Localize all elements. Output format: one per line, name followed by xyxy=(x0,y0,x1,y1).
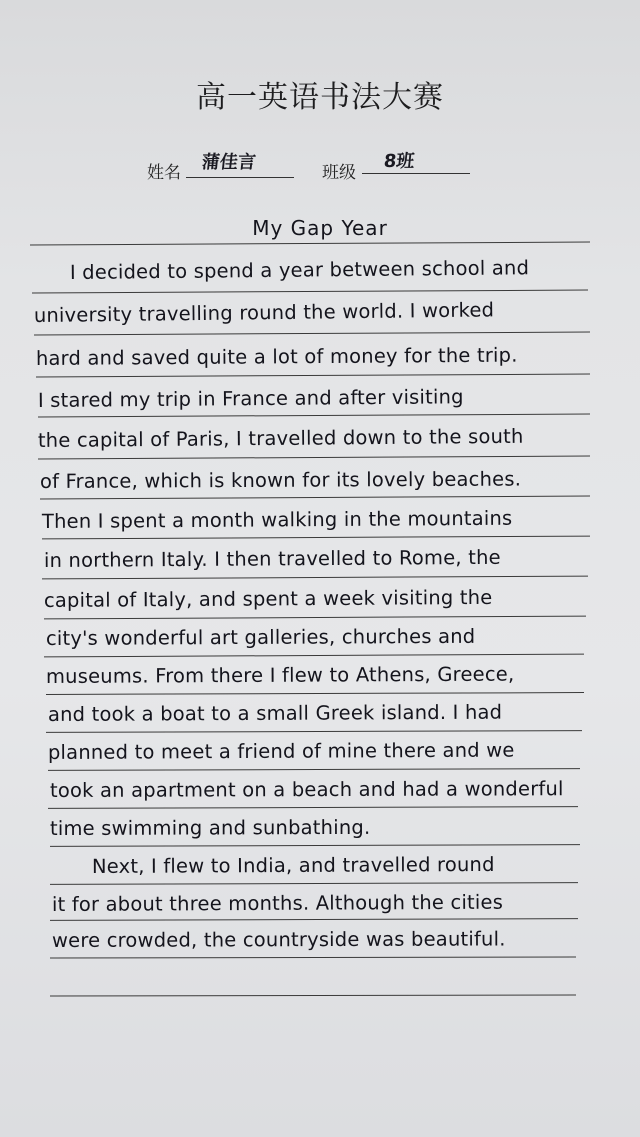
essay-line: time swimming and sunbathing. xyxy=(49,815,371,840)
ruled-line xyxy=(46,730,582,733)
name-underline xyxy=(186,177,294,178)
essay-line: capital of Italy, and spent a week visiting the xyxy=(43,585,493,612)
ruled-line xyxy=(50,844,580,847)
essay-line: city's wonderful art galleries, churches and xyxy=(45,624,476,650)
essay-title: My Gap Year xyxy=(252,216,388,240)
ruled-line xyxy=(44,654,584,658)
class-underline xyxy=(362,173,470,174)
page-title: 高一英语书法大赛 xyxy=(196,80,444,115)
class-label: 班级 xyxy=(322,163,356,183)
ruled-line xyxy=(50,957,576,959)
essay-line: and took a boat to a small Greek island. I had xyxy=(47,700,503,726)
essay-line: I stared my trip in France and after visiting xyxy=(37,385,464,412)
essay-line: were crowded, the countryside was beautiful. xyxy=(51,927,506,952)
ruled-line xyxy=(50,882,578,885)
essay-line: took an apartment on a beach and had a wonderful xyxy=(49,777,564,802)
ruled-line xyxy=(48,768,580,771)
ruled-line xyxy=(30,242,590,246)
essay-line: the capital of Paris, I travelled down to the south xyxy=(37,424,524,452)
essay-line: Next, I flew to India, and travelled round xyxy=(91,852,495,878)
ruled-line xyxy=(42,576,588,580)
ruled-line xyxy=(34,332,590,336)
essay-line: university travelling round the world. I worked xyxy=(33,298,495,327)
class-value: 8班 xyxy=(382,151,416,172)
ruled-line xyxy=(36,374,590,378)
essay-line: Then I spent a month walking in the mountains xyxy=(41,506,513,533)
essay-line: I decided to spend a year between school and xyxy=(69,256,530,284)
ruled-line xyxy=(38,414,590,418)
ruled-line xyxy=(40,496,590,500)
essay-line: planned to meet a friend of mine there and we xyxy=(47,738,515,764)
ruled-line xyxy=(46,692,584,695)
ruled-line xyxy=(50,995,576,997)
essay-line: in northern Italy. I then travelled to Rome, the xyxy=(43,545,501,572)
ruled-line xyxy=(42,536,590,540)
name-value: 蒲佳言 xyxy=(200,152,257,173)
essay-line: it for about three months. Although the cities xyxy=(51,890,504,916)
ruled-line xyxy=(48,806,578,809)
essay-line: of France, which is known for its lovely beaches. xyxy=(39,467,522,493)
ruled-line xyxy=(32,290,588,294)
essay-line: hard and saved quite a lot of money for the trip. xyxy=(35,343,518,370)
essay-line: museums. From there I flew to Athens, Greece, xyxy=(45,662,515,688)
ruled-line xyxy=(38,456,590,460)
name-label: 姓名 xyxy=(147,163,181,183)
ruled-line xyxy=(50,918,578,921)
ruled-line xyxy=(44,616,586,620)
